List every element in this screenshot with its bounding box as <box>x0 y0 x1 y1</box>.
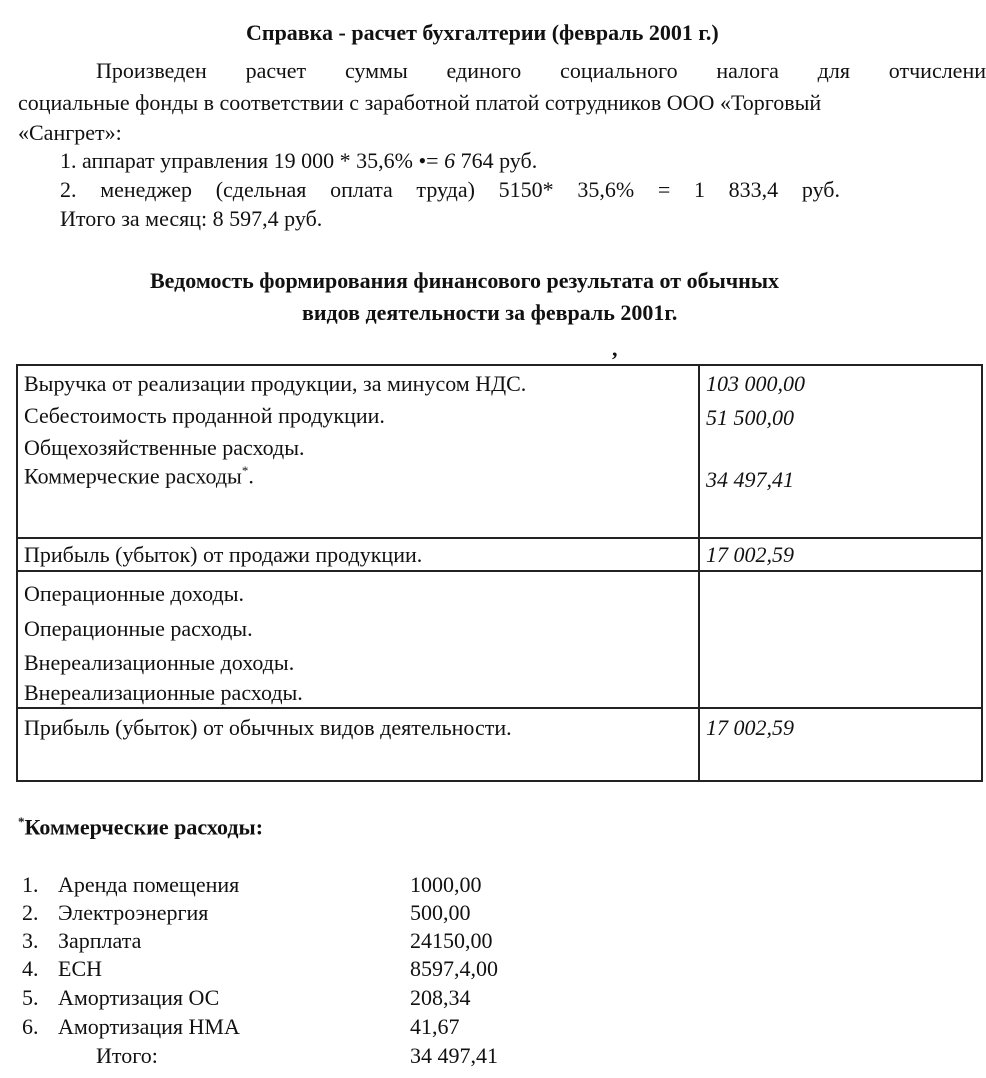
row-label: Прибыль (убыток) от обычных видов деятельности. <box>24 715 512 740</box>
stray-comma: , <box>612 336 618 361</box>
list-item-num: 2. <box>22 900 39 925</box>
statement-title-line-2: видов деятельности за февраль 2001г. <box>302 300 678 325</box>
financial-result-table <box>16 364 983 782</box>
list-item-num: 5. <box>22 985 39 1010</box>
commercial-heading <box>18 814 263 840</box>
row-label: Общехозяйственные расходы. <box>24 435 305 460</box>
row-label: Выручка от реализации продукции, за минусом НДС. <box>24 371 527 396</box>
commercial-total-value: 34 497,41 <box>410 1043 498 1068</box>
list-item-num: 6. <box>22 1014 39 1039</box>
calc-line-2: 2. менеджер (сдельная оплата труда) 5150* 35,6% = 1 833,4 руб. <box>60 177 840 202</box>
list-item-value: 500,00 <box>410 900 471 925</box>
list-item-value: 208,34 <box>410 985 471 1010</box>
calc-line-1-pre: 1. аппарат управления 19 000 * 35,6% •= <box>60 148 445 173</box>
row-divider-2 <box>18 570 981 572</box>
row-label: Коммерческие расходы <box>24 463 242 489</box>
row-value: 34 497,41 <box>706 467 794 492</box>
row-label: Внереализационные расходы. <box>24 680 303 705</box>
list-item-value: 41,67 <box>410 1014 460 1039</box>
row-label: Операционные расходы. <box>24 616 253 641</box>
list-item-name: Зарплата <box>58 928 142 953</box>
list-item-name: Аренда помещения <box>58 872 240 897</box>
list-item-num: 1. <box>22 872 39 897</box>
statement-title-line-1: Ведомость формирования финансового результата от обычных <box>150 268 780 293</box>
commercial-total-label: Итого: <box>96 1043 158 1068</box>
row-value: 51 500,00 <box>706 405 794 430</box>
calc-line-1-italic: 6 <box>444 148 456 173</box>
row-divider-3 <box>18 707 981 709</box>
calc-line-1 <box>60 148 537 174</box>
intro-line-3: «Сангрет»: <box>18 120 122 145</box>
calc-line-1-post: 764 руб. <box>455 148 538 173</box>
list-item-name: Амортизация ОС <box>58 985 220 1010</box>
list-item-value: 8597,4,00 <box>410 956 498 981</box>
footnote-marker: * <box>18 814 25 829</box>
intro-line-1: Произведен расчет суммы единого социального налога для отчислени <box>96 58 986 83</box>
list-item-num: 3. <box>22 928 39 953</box>
row-label: Прибыль (убыток) от продажи продукции. <box>24 542 423 567</box>
row-label-tail: . <box>248 463 254 489</box>
commercial-heading-text: Коммерческие расходы: <box>24 814 264 840</box>
list-item-value: 1000,00 <box>410 872 482 897</box>
list-item-value: 24150,00 <box>410 928 493 953</box>
list-item-name: Амортизация НМА <box>58 1014 240 1039</box>
document-title: Справка - расчет бухгалтерии (февраль 2001 г.) <box>246 20 719 45</box>
row-label-commercial <box>24 463 254 489</box>
month-total: Итого за месяц: 8 597,4 руб. <box>60 206 323 231</box>
row-value: 17 002,59 <box>706 542 794 567</box>
list-item-num: 4. <box>22 956 39 981</box>
row-value: 17 002,59 <box>706 715 794 740</box>
row-label: Себестоимость проданной продукции. <box>24 403 385 428</box>
list-item-name: ЕСН <box>58 956 102 981</box>
intro-line-2: социальные фонды в соответствии с заработной платой сотрудников ООО «Торговый <box>18 90 822 115</box>
row-divider-1 <box>18 537 981 539</box>
row-value: 103 000,00 <box>706 371 805 396</box>
row-label: Операционные доходы. <box>24 581 244 606</box>
column-divider <box>698 366 700 780</box>
footnote-marker: * <box>241 463 249 478</box>
list-item-name: Электроэнергия <box>58 900 209 925</box>
row-label: Внереализационные доходы. <box>24 650 295 675</box>
